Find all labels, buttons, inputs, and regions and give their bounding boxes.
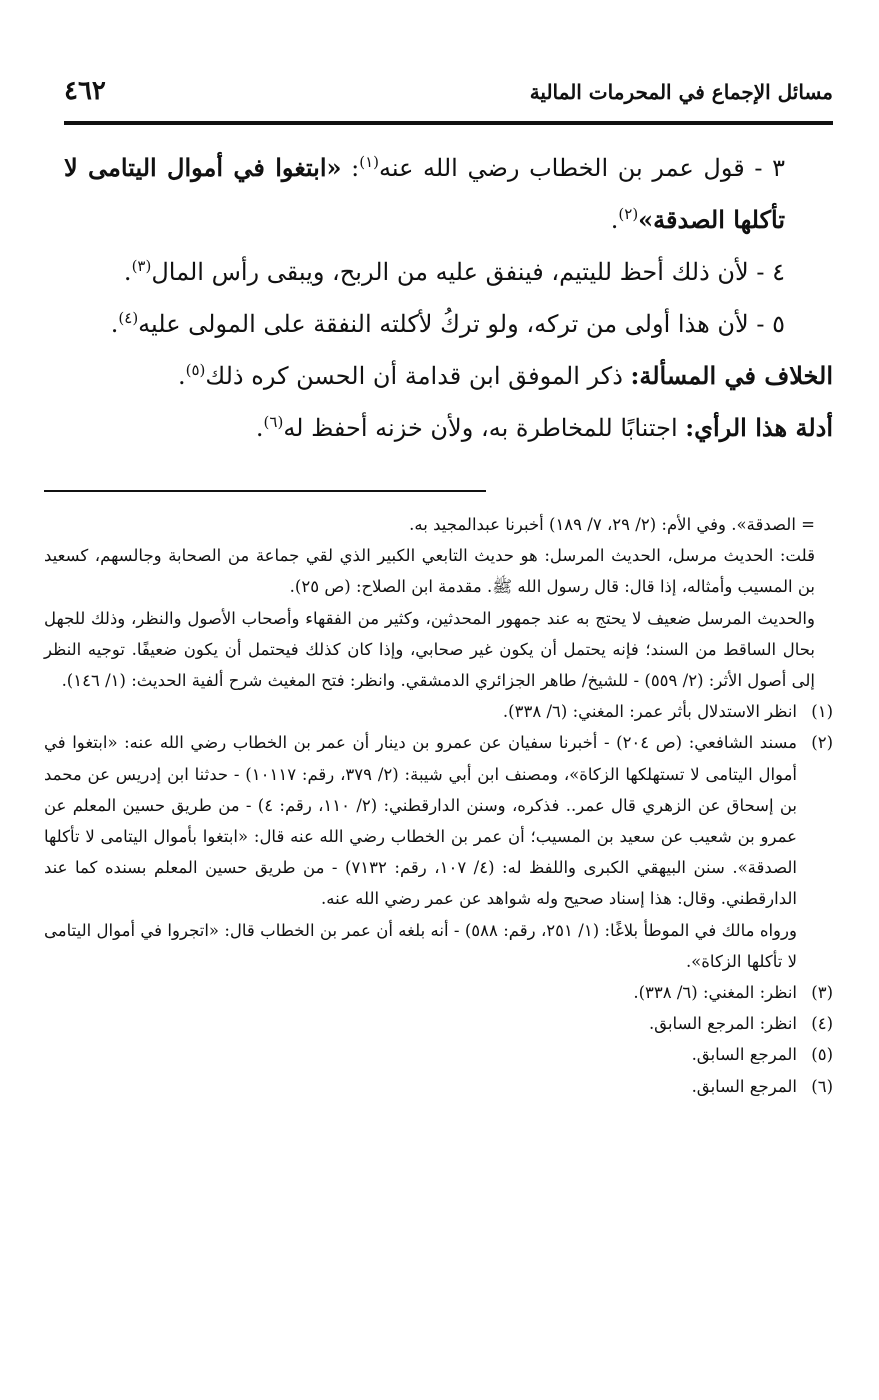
footnote-2: [44, 727, 833, 914]
paragraph-3-lead: ٣ - قول عمر بن الخطاب رضي الله عنه: [379, 154, 785, 182]
khilaf-paragraph: [64, 350, 833, 402]
footnote-ref-6: (٦): [263, 413, 284, 431]
paragraph-4: [64, 246, 833, 298]
adilla-text: اجتنابًا للمخاطرة به، ولأن خزنه أحفظ له: [283, 414, 686, 442]
footnote-ref-3: (٣): [131, 257, 152, 275]
khilaf-text: ذكر الموفق ابن قدامة أن الحسن كره ذلك: [205, 362, 631, 390]
paragraph-5: [64, 298, 833, 350]
footnote-text: المرجع السابق.: [691, 1076, 797, 1096]
footnote-number: (٤): [811, 1014, 833, 1034]
footnote-ref-1: (١): [359, 153, 379, 171]
footnote-4: [44, 1008, 833, 1039]
footnote-2-continued: [44, 915, 833, 977]
footnote-text: انظر: المرجع السابق.: [648, 1014, 797, 1034]
footnote-6: [44, 1071, 833, 1102]
khilaf-label: الخلاف في المسألة:: [630, 361, 833, 390]
page-number: ٤٦٢: [64, 76, 106, 106]
period: .: [110, 310, 119, 338]
footnote-number: (٢): [811, 733, 833, 753]
footnote-number: (٣): [811, 983, 833, 1003]
colon: :: [341, 154, 360, 182]
header-rule: [64, 121, 833, 125]
footnote-number: [797, 915, 833, 977]
footnote-text: انظر الاستدلال بأثر عمر: المغني: (٦/ ٣٣٨).: [502, 702, 797, 722]
page-header: [64, 78, 833, 104]
running-title: مسائل الإجماع في المحرمات المالية: [529, 80, 833, 104]
footnote-continuation: = الصدقة». وفي الأم: (٢/ ٢٩، ٧/ ١٨٩) أخبرنا عبدالمجيد به.: [409, 515, 815, 534]
footnote-3: [44, 977, 833, 1008]
footnote-number: (٥): [811, 1045, 833, 1065]
footnote-separator: [44, 490, 486, 492]
footnote-continuation: قلت: الحديث مرسل، الحديث المرسل: هو حديث التابعي الكبير الذي لقي جماعة من الصحابة وجالسهم، كسعيد بن المسيب وأمثاله، إذا قال: قال رسول الله ﷺ. مقدمة ابن الصلاح: (ص ٢٥).: [44, 546, 815, 597]
quoted-athar: «ابتغوا في أموال اليتامى لا تأكلها الصدقة»: [64, 153, 785, 234]
footnote-ref-2: (٢): [618, 205, 639, 223]
paragraph-3: [64, 142, 833, 246]
footnote-number: (١): [811, 702, 833, 722]
footnote-continuation: والحديث المرسل ضعيف لا يحتج به عند جمهور المحدثين، وكثير من الفقهاء وأصحاب الأصول والنظر، وذلك للجهل بحال الساقط من السند؛ فإنه يحتمل أن يكون غير صحابي، وإذا كان كذلك فيحتمل أن يكون ضعيفًا. توجيه النظر إلى أصول الأثر: (٢/ ٥٥٩) - للشيخ/ طاهر الجزائري الدمشقي. وانظر: فتح المغيث شرح ألفية الحديث: (١/ ١٤٦).: [44, 608, 815, 691]
footnote-number: (٦): [811, 1076, 833, 1096]
adilla-label: أدلة هذا الرأي:: [685, 413, 833, 442]
period: .: [123, 258, 132, 286]
footnote-text: المرجع السابق.: [691, 1045, 797, 1065]
paragraph-4-text: ٤ - لأن ذلك أحظ لليتيم، فينفق عليه من الربح، ويبقى رأس المال: [151, 258, 785, 286]
footnotes: [44, 509, 833, 1102]
footnote-5: [44, 1039, 833, 1070]
footnote-ref-4: (٤): [118, 309, 139, 327]
period: .: [255, 414, 264, 442]
footnote-text: مسند الشافعي: (ص ٢٠٤) - أخبرنا سفيان عن عمرو بن دينار أن عمر بن الخطاب رضي الله عنه: «ابتغوا في أموال اليتامى لا تستهلكها الزكاة»، ومصنف ابن أبي شيبة: (٢/ ٣٧٩، رقم: ١٠١١٧) - حدثنا ابن إدريس عن محمد بن إسحاق عن الزهري قال عمر.. فذكره، وسنن الدارقطني: (٢/ ١١٠، رقم: ٤) - من طريق حسين المعلم عن عمرو بن شعيب عن سعيد بن المسيب؛ أن عمر بن الخطاب رضي الله عنه قال: «ابتغوا بأموال اليتامى لا تأكلها الصدقة». سنن البيهقي الكبرى واللفظ له: (٤/ ١٠٧، رقم: ٧١٣٢) - من طريق حسين المعلم بسنده كما عند الدارقطني. وقال: هذا إسناد صحيح وله شواهد عن عمر رضي الله عنه.: [44, 733, 797, 909]
period: .: [610, 206, 619, 234]
paragraph-5-text: ٥ - لأن هذا أولى من تركه، ولو تركُ لأكلته النفقة على المولى عليه: [138, 310, 785, 338]
footnote-text: ورواه مالك في الموطأ بلاغًا: (١/ ٢٥١، رقم: ٥٨٨) - أنه بلغه أن عمر بن الخطاب قال: «اتجروا في أموال اليتامى لا تأكلها الزكاة».: [44, 920, 797, 971]
footnote-text: انظر: المغني: (٦/ ٣٣٨).: [633, 983, 797, 1003]
footnote-ref-5: (٥): [185, 361, 206, 379]
footnote-1: [44, 696, 833, 727]
adilla-paragraph: [64, 402, 833, 454]
period: .: [177, 362, 186, 390]
main-text: [64, 142, 833, 454]
